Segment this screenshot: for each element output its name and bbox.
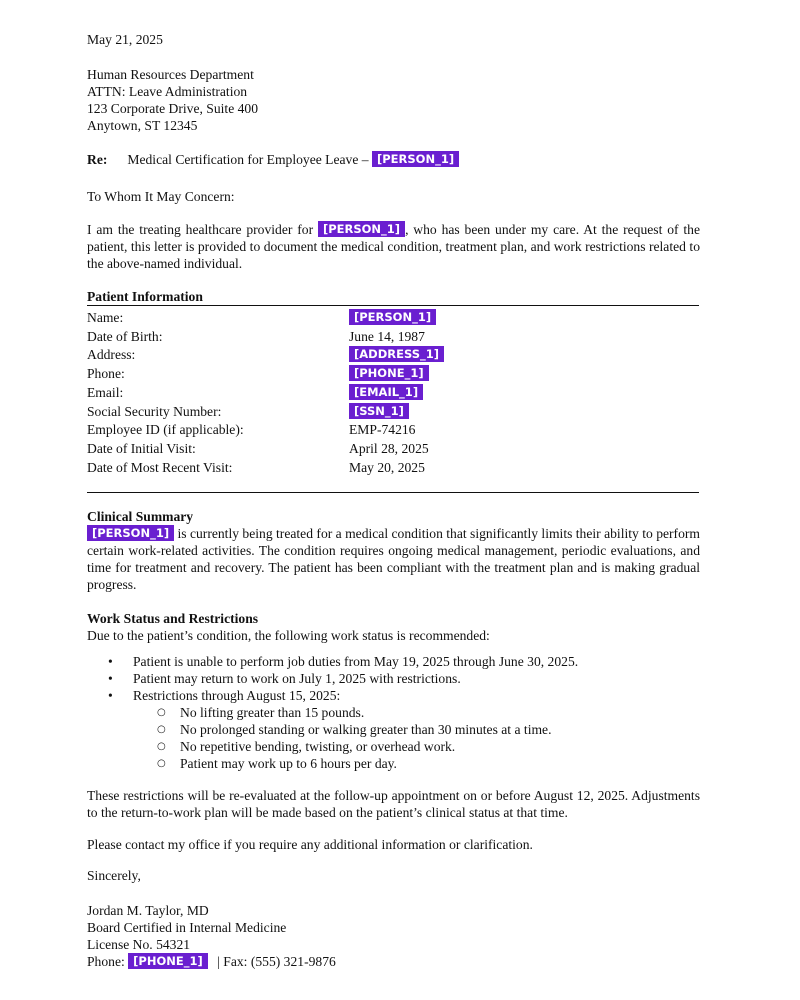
section-divider [87, 492, 699, 493]
restrictions-list [87, 704, 700, 772]
signer-contact [87, 953, 700, 970]
redaction-tag: [ADDRESS_1] [349, 346, 444, 362]
list-item: • Restrictions through August 15, 2025: [87, 687, 700, 704]
field-value [349, 346, 444, 363]
table-row [87, 403, 699, 421]
table-row [87, 309, 699, 327]
intro-text-before: I am the treating healthcare provider for [87, 222, 314, 237]
field-label: Date of Initial Visit: [87, 440, 196, 456]
field-value: April 28, 2025 [349, 440, 429, 456]
field-label: Date of Birth: [87, 328, 163, 344]
salutation: To Whom It May Concern: [87, 189, 235, 204]
field-value [349, 384, 423, 401]
recipient-line: Anytown, ST 12345 [87, 118, 198, 133]
redaction-tag: [PERSON_1] [372, 151, 459, 167]
field-label: Address: [87, 347, 136, 363]
work-status-intro: Due to the patient’s condition, the following work status is recommended: [87, 628, 490, 643]
clinical-summary-title: Clinical Summary [87, 509, 194, 524]
table-row [87, 346, 699, 364]
recipient-line: Human Resources Department [87, 67, 254, 82]
closing: Sincerely, [87, 868, 141, 883]
redaction-tag: [PERSON_1] [87, 525, 174, 541]
intro-text-after: , who has been under my care. At the request of the patient, this letter is provided to document the medical condition, treatment plan, and work restrictions related to the above-named individual. [87, 222, 700, 271]
table-row [87, 440, 699, 458]
phone-label: Phone: [87, 954, 125, 969]
signer-title: Board Certified in Internal Medicine [87, 920, 287, 935]
redaction-tag: [PHONE_1] [128, 953, 208, 969]
signer-name: Jordan M. Taylor, MD [87, 903, 209, 918]
field-value: June 14, 1987 [349, 328, 425, 344]
recipient-address [87, 66, 700, 134]
field-label: Phone: [87, 366, 125, 382]
list-item: ○ No lifting greater than 15 pounds. [87, 704, 700, 721]
work-status-title: Work Status and Restrictions [87, 611, 259, 626]
list-item: ○ No prolonged standing or walking greater than 30 minutes at a time. [87, 721, 700, 738]
section-divider [87, 305, 699, 306]
field-value [349, 309, 436, 326]
field-value: EMP-74216 [349, 422, 416, 438]
redaction-tag: [PHONE_1] [349, 365, 429, 381]
list-item: • Patient may return to work on July 1, 2025 with restrictions. [87, 670, 700, 687]
table-row [87, 365, 699, 383]
fax-text: | Fax: (555) 321-9876 [217, 954, 336, 969]
work-status-list [87, 653, 700, 772]
clinical-summary-text: [PERSON_1] is currently being treated for a medical condition that significantly limits their ability to perform certain work-related activities. The condition requires ongoing medical management, periodic evaluations, and time for treatment and recovery. The patient has been compliant with the treatment plan and is making gradual progress. [87, 526, 700, 592]
redaction-tag: [PERSON_1] [349, 309, 436, 325]
reevaluation-paragraph: These restrictions will be re-evaluated at the follow-up appointment on or before August 12, 2025. Adjustments to the return-to-work plan will be made based on the patient’s clinical status at that time. [87, 788, 700, 820]
list-item: ○ Patient may work up to 6 hours per day. [87, 755, 700, 772]
letter-date: May 21, 2025 [87, 32, 163, 47]
list-item: • Patient is unable to perform job duties from May 19, 2025 through June 30, 2025. [87, 653, 700, 670]
field-label: Name: [87, 310, 124, 325]
field-label: Employee ID (if applicable): [87, 422, 244, 438]
field-label: Date of Most Recent Visit: [87, 459, 233, 475]
recipient-line: ATTN: Leave Administration [87, 84, 248, 99]
intro-paragraph [87, 221, 700, 272]
subject-text: Medical Certification for Employee Leave – [127, 152, 369, 167]
field-label: Social Security Number: [87, 403, 222, 419]
table-row [87, 328, 699, 346]
redaction-tag: [EMAIL_1] [349, 384, 423, 400]
subject-label: Re: [87, 152, 108, 167]
work-status-section [87, 610, 700, 644]
recipient-line: 123 Corporate Drive, Suite 400 [87, 101, 259, 116]
table-row [87, 459, 699, 477]
patient-info-title: Patient Information [87, 289, 203, 304]
table-row [87, 421, 699, 439]
subject-line [87, 151, 700, 168]
table-row [87, 384, 699, 402]
field-value [349, 365, 429, 382]
list-item: ○ No repetitive bending, twisting, or overhead work. [87, 738, 700, 755]
signature-block [87, 902, 700, 970]
field-value: May 20, 2025 [349, 459, 425, 475]
redaction-tag: [SSN_1] [349, 403, 409, 419]
redaction-tag: [PERSON_1] [318, 221, 405, 237]
field-label: Email: [87, 384, 124, 400]
clinical-summary [87, 508, 700, 593]
field-value [349, 403, 409, 420]
contact-paragraph: Please contact my office if you require any additional information or clarification. [87, 837, 533, 852]
signer-license: License No. 54321 [87, 937, 191, 952]
